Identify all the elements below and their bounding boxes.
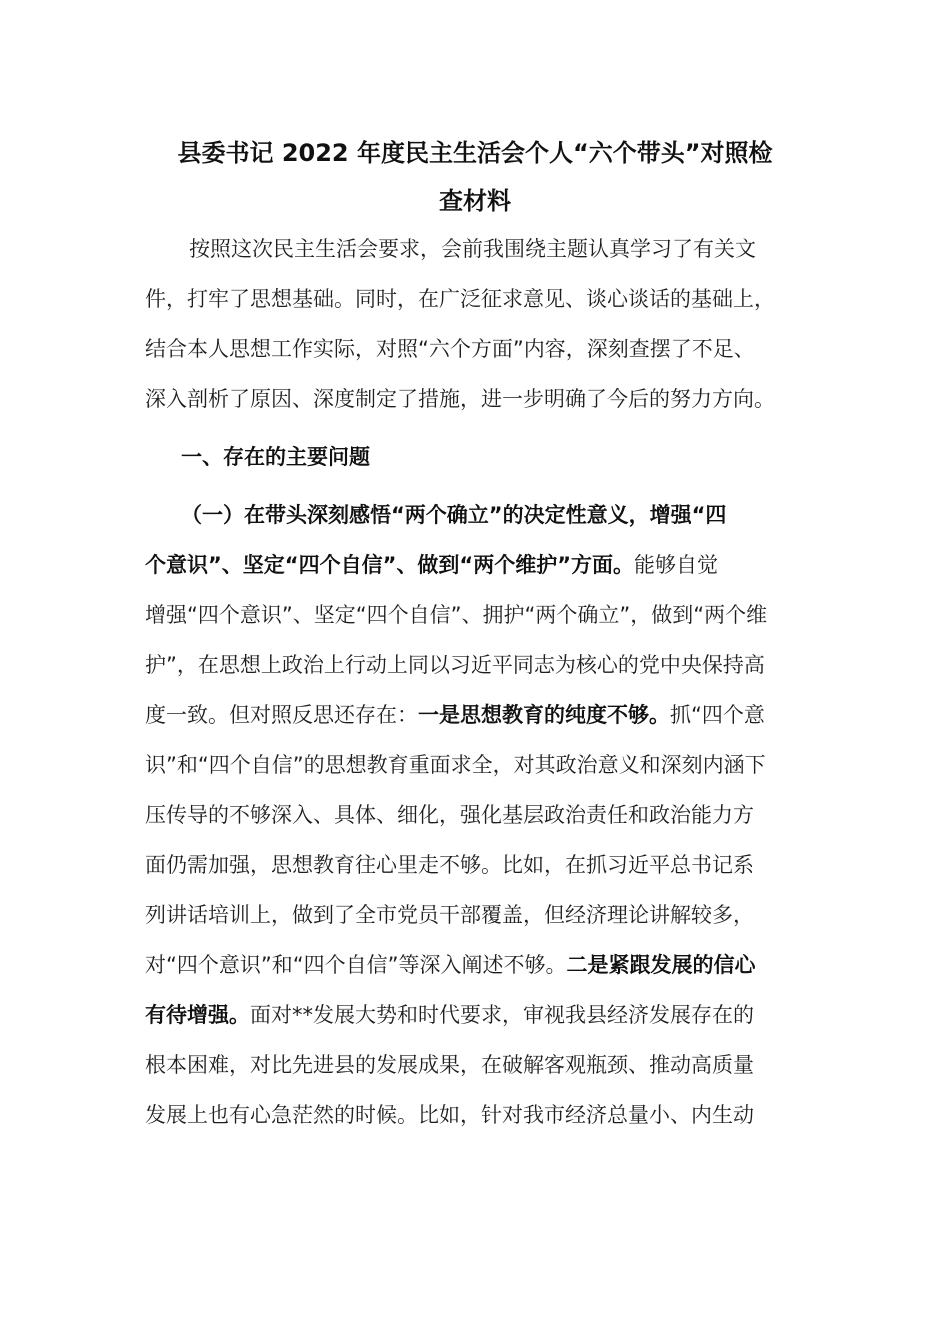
- body-line-point-2-cont: [145, 990, 835, 1040]
- subsection-1-title-end: 个意识”、坚定“四个自信”、做到“两个维护”方面。: [145, 553, 635, 577]
- point-1-heading: 一是思想教育的纯度不够。: [418, 703, 670, 727]
- body-line: 列讲话培训上，做到了全市党员干部覆盖，但经济理论讲解较多，: [145, 903, 754, 927]
- intro-line-4: 深入剖析了原因、深度制定了措施，进一步明确了今后的努力方向。: [145, 387, 775, 411]
- body-line: 护”，在思想上政治上行动上同以习近平同志为核心的党中央保持高: [145, 653, 765, 677]
- subsection-1-line-1: （一）在带头深刻感悟“两个确立”的决定性意义，增强“四: [181, 503, 727, 527]
- intro-line-1: 按照这次民主生活会要求，会前我围绕主题认真学习了有关文: [189, 237, 756, 261]
- section-heading: 一、存在的主要问题: [181, 445, 370, 469]
- body-line: 识”和“四个自信”的思想教育重面求全，对其政治意义和深刻内涵下: [145, 753, 766, 777]
- intro-line-3: 结合本人思想工作实际，对照“六个方面”内容，深刻查摆了不足、: [145, 337, 755, 361]
- body-text: 度一致。但对照反思还存在：: [145, 703, 418, 727]
- body-line: 压传导的不够深入、具体、细化，强化基层政治责任和政治能力方: [145, 803, 754, 827]
- body-line: 增强“四个意识”、坚定“四个自信”、拥护“两个确立”，做到“两个维: [145, 603, 768, 627]
- body-text: 能够自觉: [634, 553, 719, 577]
- intro-line-2: 件，打牢了思想基础。同时，在广泛征求意见、谈心谈话的基础上，: [145, 287, 775, 311]
- body-line: 面仍需加强，思想教育往心里走不够。比如，在抓习近平总书记系: [145, 853, 754, 877]
- point-2-heading-start: 二是紧跟发展的信心: [566, 953, 756, 977]
- body-text: 面对**发展大势和时代要求，审视我县经济发展存在的: [250, 1003, 754, 1027]
- document-title-line-1: 县委书记 2022 年度民主生活会个人“六个带头”对照检: [177, 139, 773, 167]
- body-text: 抓“四个意: [670, 703, 765, 727]
- document-title-line-2: 查材料: [439, 187, 511, 215]
- point-2-heading-end: 有待增强。: [145, 1003, 250, 1027]
- body-line-point-2: [145, 940, 835, 990]
- body-text: 对“四个意识”和“四个自信”等深入阐述不够。: [145, 953, 567, 977]
- body-line: 根本困难，对比先进县的发展成果，在破解客观瓶颈、推动高质量: [145, 1053, 754, 1077]
- body-line-point-1: [145, 690, 835, 740]
- subsection-1-line-2: [145, 540, 835, 590]
- body-line: 发展上也有心急茫然的时候。比如，针对我市经济总量小、内生动: [145, 1103, 754, 1127]
